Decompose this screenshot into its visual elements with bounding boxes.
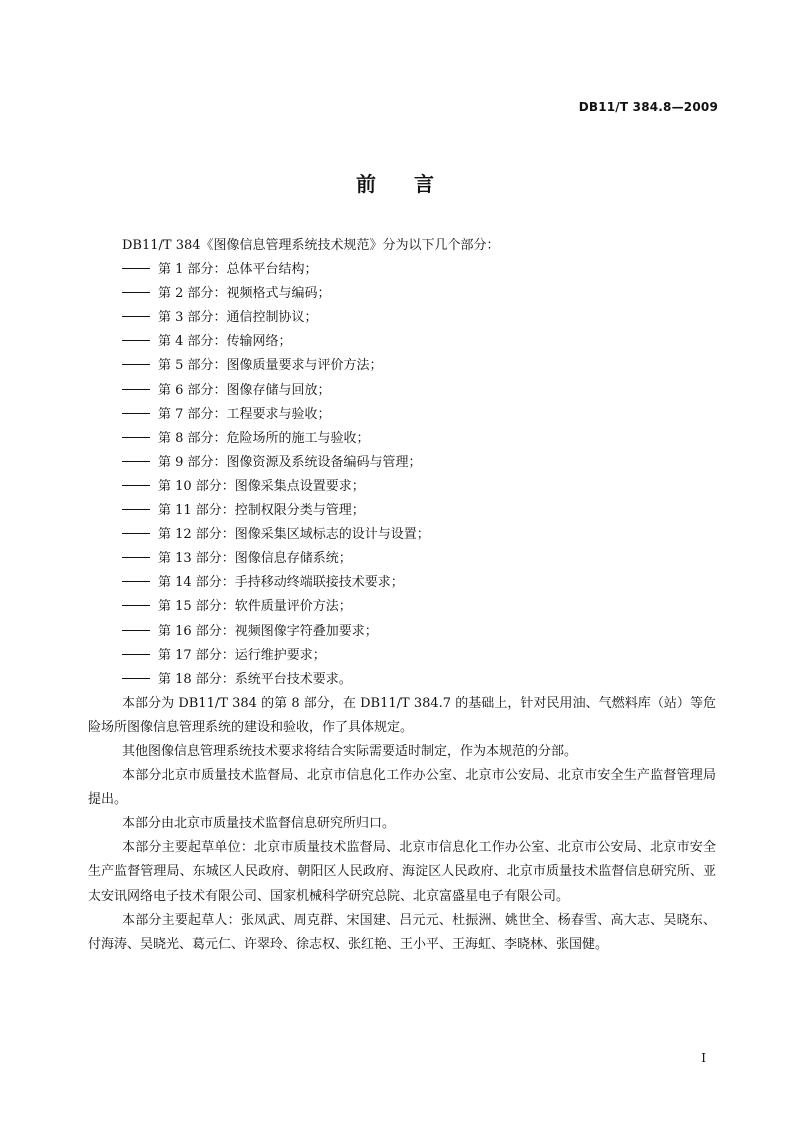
list-item: 第 16 部分：视频图像字符叠加要求； [88,620,716,644]
document-body [88,234,716,957]
list-item: 第 18 部分：系统平台技术要求。 [88,668,716,692]
list-item: 第 4 部分：传输网络； [88,330,716,354]
dash-icon [122,654,150,655]
dash-icon [122,364,150,365]
list-item: 第 10 部分：图像采集点设置要求； [88,475,716,499]
list-item: 第 14 部分：手持移动终端联接技术要求； [88,571,716,595]
dash-icon [122,268,150,269]
list-item: 第 17 部分：运行维护要求； [88,644,716,668]
intro-line: DB11/T 384《图像信息管理系统技术规范》分为以下几个部分： [122,238,500,253]
dash-icon [122,581,150,582]
list-item: 第 9 部分：图像资源及系统设备编码与管理； [88,451,716,475]
list-item: 第 3 部分：通信控制协议； [88,306,716,330]
document-code: DB11/T 384.8—2009 [578,100,718,114]
list-item: 第 15 部分：软件质量评价方法； [88,595,716,619]
list-item: 第 5 部分：图像质量要求与评价方法； [88,354,716,378]
parts-list [88,258,716,692]
title-char-1: 前 [356,172,378,196]
title-char-2: 言 [414,172,436,196]
dash-icon [122,533,150,534]
scope-paragraph: 本部分为 DB11/T 384 的第 8 部分，在 DB11/T 384.7 的基础上，针对民用油、气燃料库（站）等危险场所图像信息管理系统的建设和验收，作了具体规定。 [88,695,716,735]
drafting-units-paragraph: 本部分主要起草单位：北京市质量技术监督局、北京市信息化工作办公室、北京市公安局、北京市安全生产监督管理局、东城区人民政府、朝阳区人民政府、海淀区人民政府、北京市质量技术监督信息研究所、亚太安讯网络电子技术有限公司、国家机械科学研究总院、北京富盛星电子有限公司。 [88,840,716,904]
proposer-paragraph: 本部分北京市质量技术监督局、北京市信息化工作办公室、北京市公安局、北京市安全生产监督管理局提出。 [88,768,716,808]
list-item: 第 1 部分：总体平台结构； [88,258,716,282]
list-item: 第 7 部分：工程要求与验收； [88,403,716,427]
dash-icon [122,605,150,606]
page-title [0,168,792,197]
administrator-paragraph: 本部分由北京市质量技术监督信息研究所归口。 [122,816,396,832]
dash-icon [122,413,150,414]
dash-icon [122,509,150,510]
dash-icon [122,389,150,390]
page-number: I [701,1051,706,1065]
dash-icon [122,678,150,679]
list-item: 第 8 部分：危险场所的施工与验收； [88,427,716,451]
dash-icon [122,437,150,438]
dash-icon [122,316,150,317]
list-item: 第 11 部分：控制权限分类与管理； [88,499,716,523]
list-item: 第 6 部分：图像存储与回放； [88,379,716,403]
drafters-paragraph: 本部分主要起草人：张凤武、周克群、宋国建、吕元元、杜振洲、姚世全、杨春雪、高大志、吴晓东、付海涛、吴晓光、葛元仁、许翠玲、徐志权、张红艳、王小平、王海虹、李晓林、张国健。 [88,912,716,952]
dash-icon [122,485,150,486]
list-item: 第 13 部分：图像信息存储系统； [88,547,716,571]
list-item: 第 12 部分：图像采集区域标志的设计与设置； [88,523,716,547]
dash-icon [122,557,150,558]
list-item: 第 2 部分：视频格式与编码； [88,282,716,306]
future-parts-paragraph: 其他图像信息管理系统技术要求将结合实际需要适时制定，作为本规范的分部。 [122,743,578,759]
dash-icon [122,630,150,631]
dash-icon [122,340,150,341]
dash-icon [122,292,150,293]
dash-icon [122,461,150,462]
